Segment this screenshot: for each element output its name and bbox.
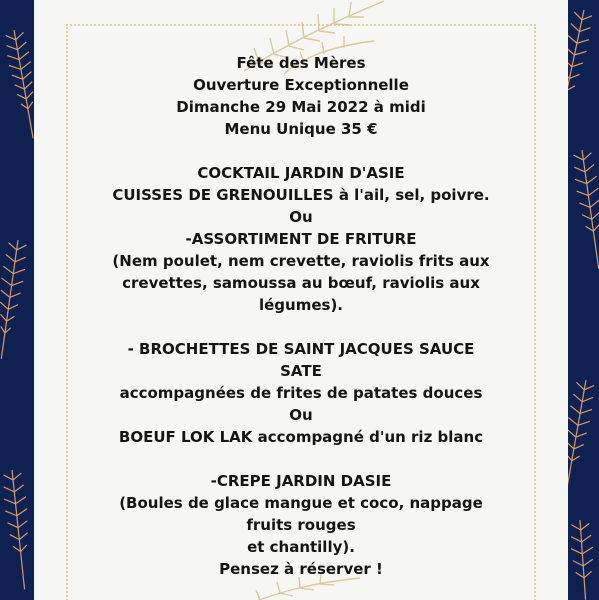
menu-line: crevettes, samoussa au bœuf, raviolis aux bbox=[122, 274, 480, 292]
menu-card bbox=[34, 0, 568, 600]
menu-spacer bbox=[34, 448, 568, 470]
menu-line: Dimanche 29 Mai 2022 à midi bbox=[176, 98, 426, 116]
menu-line: CUISSES DE GRENOUILLES à l'ail, sel, poivre. bbox=[112, 186, 490, 204]
menu-spacer bbox=[34, 316, 568, 338]
menu-line: Pensez à réserver ! bbox=[219, 560, 383, 578]
menu-line: (Nem poulet, nem crevette, raviolis frits aux bbox=[112, 252, 490, 270]
menu-line: BOEUF LOK LAK accompagné d'un riz blanc bbox=[118, 428, 484, 446]
menu-line: et chantilly). bbox=[247, 538, 355, 556]
menu-line: -CREPE JARDIN DASIE bbox=[210, 472, 392, 490]
menu-line: -ASSORTIMENT DE FRITURE bbox=[185, 230, 417, 248]
left-feather-border bbox=[0, 0, 34, 600]
feather-icon bbox=[568, 0, 599, 600]
menu-text bbox=[34, 52, 568, 580]
right-feather-border bbox=[568, 0, 599, 600]
menu-line: Menu Unique 35 € bbox=[224, 120, 378, 138]
menu-line: Ou bbox=[289, 406, 313, 424]
menu-line: COCKTAIL JARDIN D'ASIE bbox=[197, 164, 405, 182]
menu-line: SATE bbox=[280, 362, 322, 380]
menu-line: Ouverture Exceptionnelle bbox=[193, 76, 409, 94]
menu-line: accompagnées de frites de patates douces bbox=[119, 384, 483, 402]
feather-icon bbox=[0, 0, 34, 600]
menu-line: - BROCHETTES DE SAINT JACQUES SAUCE bbox=[127, 340, 475, 358]
menu-line: Fête des Mères bbox=[236, 54, 366, 72]
menu-line: fruits rouges bbox=[246, 516, 356, 534]
menu-line: (Boules de glace mangue et coco, nappage bbox=[119, 494, 483, 512]
menu-line: Ou bbox=[289, 208, 313, 226]
menu-line: légumes). bbox=[258, 296, 344, 314]
menu-spacer bbox=[34, 140, 568, 162]
